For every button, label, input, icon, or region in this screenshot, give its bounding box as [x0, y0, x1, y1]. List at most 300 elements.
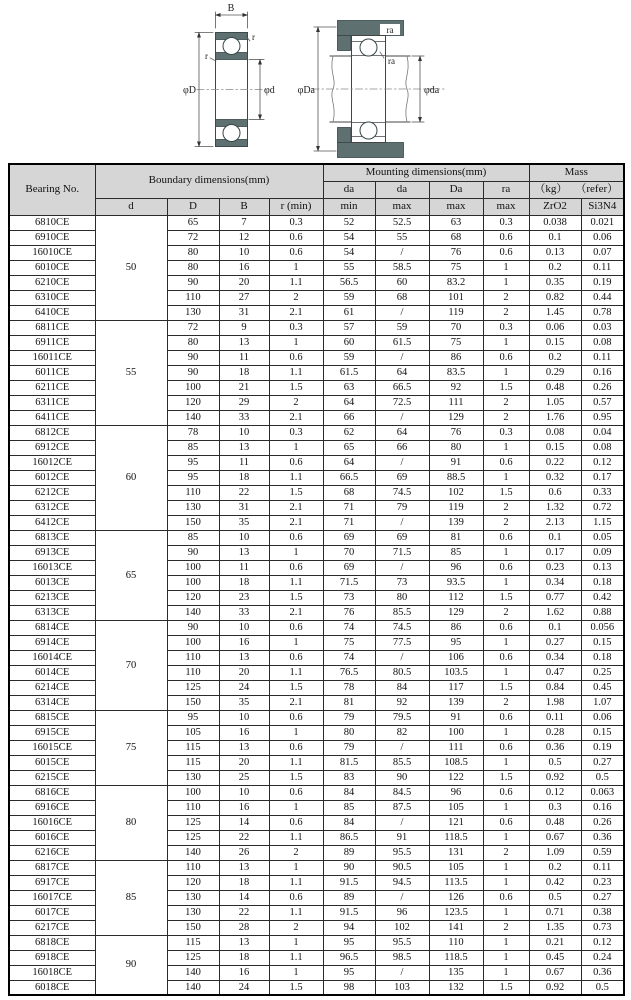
table-cell: 21 — [219, 380, 269, 395]
table-cell: 0.15 — [529, 440, 581, 455]
bearing-no-cell: 6812CE — [9, 425, 95, 440]
table-cell: 95 — [167, 710, 219, 725]
table-cell: 71 — [323, 500, 375, 515]
table-cell: 12 — [219, 230, 269, 245]
table-cell: 0.04 — [581, 425, 624, 440]
table-cell: 58.5 — [375, 260, 429, 275]
table-cell: 1 — [483, 470, 529, 485]
table-cell: 0.021 — [581, 215, 624, 230]
table-cell: 115 — [167, 935, 219, 950]
table-cell: 117 — [429, 680, 483, 695]
table-cell: 0.92 — [529, 980, 581, 995]
table-cell: 0.3 — [483, 425, 529, 440]
table-cell: 106 — [429, 650, 483, 665]
bore-diameter-group-cell: 90 — [95, 935, 167, 995]
table-cell: 0.08 — [581, 440, 624, 455]
table-row — [9, 785, 624, 800]
table-cell: 90 — [167, 545, 219, 560]
table-cell: 55 — [323, 260, 375, 275]
table-row — [9, 530, 624, 545]
table-cell: 26 — [219, 845, 269, 860]
bearing-no-cell: 6313CE — [9, 605, 95, 620]
table-cell: 78 — [323, 680, 375, 695]
table-cell: 75 — [323, 635, 375, 650]
table-cell: 0.6 — [483, 530, 529, 545]
table-cell: 52.5 — [375, 215, 429, 230]
table-cell: 119 — [429, 500, 483, 515]
table-cell: 125 — [167, 680, 219, 695]
table-cell: 1.45 — [529, 305, 581, 320]
table-cell: 68 — [429, 230, 483, 245]
table-cell: 95 — [323, 935, 375, 950]
table-cell: 0.18 — [581, 575, 624, 590]
table-cell: 62 — [323, 425, 375, 440]
table-cell: 52 — [323, 215, 375, 230]
table-cell: / — [375, 410, 429, 425]
table-cell: 0.19 — [581, 275, 624, 290]
table-cell: 1.5 — [483, 485, 529, 500]
table-cell: 90 — [167, 365, 219, 380]
table-cell: 98.5 — [375, 950, 429, 965]
table-cell: 0.15 — [529, 335, 581, 350]
header-B: B — [219, 198, 269, 215]
table-cell: 0.6 — [483, 620, 529, 635]
table-cell: 2 — [269, 290, 323, 305]
bearing-no-cell: 6912CE — [9, 440, 95, 455]
table-cell: 1 — [483, 755, 529, 770]
bore-diameter-group-cell: 60 — [95, 425, 167, 530]
table-cell: 1.5 — [269, 980, 323, 995]
spec-table-wrap — [8, 163, 623, 996]
table-cell: 1 — [483, 545, 529, 560]
table-cell: 0.15 — [581, 725, 624, 740]
header-r-min: r (min) — [269, 198, 323, 215]
bearing-no-cell: 6911CE — [9, 335, 95, 350]
table-row — [9, 425, 624, 440]
table-cell: 90 — [167, 275, 219, 290]
bearing-no-cell: 6314CE — [9, 695, 95, 710]
table-cell: 0.77 — [529, 590, 581, 605]
table-cell: 10 — [219, 245, 269, 260]
table-cell: 33 — [219, 410, 269, 425]
table-cell: 76.5 — [323, 665, 375, 680]
table-cell: 73 — [323, 590, 375, 605]
table-cell: 95 — [167, 470, 219, 485]
table-cell: 85 — [429, 545, 483, 560]
housing-bottom — [338, 143, 404, 158]
header-Da-group: Da — [429, 181, 483, 198]
table-cell: 76 — [429, 245, 483, 260]
table-cell: 121 — [429, 815, 483, 830]
table-cell: 90 — [167, 620, 219, 635]
table-cell: 20 — [219, 275, 269, 290]
table-cell: 71.5 — [375, 545, 429, 560]
table-cell: 87.5 — [375, 800, 429, 815]
table-cell: 0.05 — [581, 530, 624, 545]
table-cell: 103.5 — [429, 665, 483, 680]
table-cell: 13 — [219, 335, 269, 350]
table-cell: 80 — [323, 725, 375, 740]
table-cell: 0.11 — [581, 260, 624, 275]
table-cell: 105 — [429, 860, 483, 875]
table-cell: 1.15 — [581, 515, 624, 530]
table-cell: 0.5 — [581, 770, 624, 785]
table-cell: 1.09 — [529, 845, 581, 860]
bore-diameter-group-cell: 65 — [95, 530, 167, 620]
bearing-no-cell: 6018CE — [9, 980, 95, 995]
table-cell: 2 — [483, 410, 529, 425]
table-cell: 0.6 — [483, 245, 529, 260]
bearing-no-cell: 6214CE — [9, 680, 95, 695]
table-cell: 69 — [375, 530, 429, 545]
table-cell: 130 — [167, 890, 219, 905]
table-cell: 2.1 — [269, 410, 323, 425]
table-cell: 125 — [167, 815, 219, 830]
table-cell: 85 — [167, 440, 219, 455]
table-cell: 65 — [323, 440, 375, 455]
table-cell: 2 — [483, 605, 529, 620]
table-cell: 90 — [323, 860, 375, 875]
table-cell: 0.6 — [483, 890, 529, 905]
table-cell: 84 — [323, 785, 375, 800]
table-cell: 112 — [429, 590, 483, 605]
table-cell: 1.1 — [269, 275, 323, 290]
table-cell: 0.5 — [529, 755, 581, 770]
bearing-no-cell: 16012CE — [9, 455, 95, 470]
table-cell: 10 — [219, 710, 269, 725]
table-cell: 22 — [219, 485, 269, 500]
table-cell: 13 — [219, 650, 269, 665]
table-cell: 16 — [219, 260, 269, 275]
table-cell: / — [375, 245, 429, 260]
table-cell: / — [375, 515, 429, 530]
table-cell: 2.1 — [269, 515, 323, 530]
table-cell: 1 — [269, 635, 323, 650]
table-cell: 2 — [483, 515, 529, 530]
table-cell: 0.06 — [581, 230, 624, 245]
table-cell: 1 — [483, 875, 529, 890]
table-cell: 0.6 — [269, 245, 323, 260]
table-cell: 139 — [429, 695, 483, 710]
table-cell: 91 — [375, 830, 429, 845]
bearing-no-cell: 6017CE — [9, 905, 95, 920]
table-cell: 54 — [323, 230, 375, 245]
mass-kg-label: （kg） — [534, 182, 568, 195]
bearing-no-cell: 6918CE — [9, 950, 95, 965]
table-cell: 59 — [375, 320, 429, 335]
bearing-no-cell: 6216CE — [9, 845, 95, 860]
table-cell: 0.3 — [483, 215, 529, 230]
table-cell: 0.45 — [581, 680, 624, 695]
table-cell: 18 — [219, 950, 269, 965]
bearing-no-cell: 16010CE — [9, 245, 95, 260]
table-cell: 0.6 — [483, 740, 529, 755]
table-cell: 96 — [429, 785, 483, 800]
table-cell: 96 — [375, 905, 429, 920]
table-cell: 84.5 — [375, 785, 429, 800]
dimension-label-phiD: φD — [183, 85, 196, 96]
table-cell: 2.13 — [529, 515, 581, 530]
table-cell: 0.11 — [529, 710, 581, 725]
header-da-max-group: da — [375, 181, 429, 198]
table-cell: / — [375, 890, 429, 905]
table-cell: 60 — [375, 275, 429, 290]
bearing-no-cell: 6818CE — [9, 935, 95, 950]
bearing-diagram-svg — [0, 0, 631, 163]
table-cell: 59 — [323, 290, 375, 305]
table-cell: 0.6 — [483, 455, 529, 470]
table-cell: 0.38 — [581, 905, 624, 920]
table-cell: / — [375, 560, 429, 575]
table-cell: / — [375, 815, 429, 830]
table-cell: / — [375, 350, 429, 365]
bore-diameter-group-cell: 80 — [95, 785, 167, 860]
table-cell: 91.5 — [323, 905, 375, 920]
table-cell: 0.23 — [529, 560, 581, 575]
table-cell: 0.78 — [581, 305, 624, 320]
header-bearing-no: Bearing No. — [9, 164, 95, 215]
table-cell: 0.07 — [581, 245, 624, 260]
table-cell: 1.76 — [529, 410, 581, 425]
bearing-no-cell: 6811CE — [9, 320, 95, 335]
bearing-no-cell: 6910CE — [9, 230, 95, 245]
table-cell: 63 — [323, 380, 375, 395]
table-cell: 130 — [167, 500, 219, 515]
table-cell: 64 — [375, 365, 429, 380]
table-cell: 113.5 — [429, 875, 483, 890]
table-row — [9, 215, 624, 230]
bearing-no-cell: 16013CE — [9, 560, 95, 575]
table-cell: 86.5 — [323, 830, 375, 845]
table-cell: 80 — [167, 335, 219, 350]
bearing-no-cell: 6412CE — [9, 515, 95, 530]
table-cell: 69 — [375, 470, 429, 485]
table-row — [9, 710, 624, 725]
table-cell: 81 — [323, 695, 375, 710]
bearing-no-cell: 6310CE — [9, 290, 95, 305]
table-cell: 11 — [219, 560, 269, 575]
table-cell: 0.06 — [529, 320, 581, 335]
table-cell: 92 — [375, 695, 429, 710]
table-cell: 85.5 — [375, 605, 429, 620]
table-cell: 16 — [219, 800, 269, 815]
bearing-no-cell: 6411CE — [9, 410, 95, 425]
table-cell: 126 — [429, 890, 483, 905]
table-cell: 96.5 — [323, 950, 375, 965]
table-cell: 0.5 — [581, 980, 624, 995]
table-cell: / — [375, 455, 429, 470]
table-cell: 105 — [167, 725, 219, 740]
table-cell: 27 — [219, 290, 269, 305]
table-cell: 1.1 — [269, 830, 323, 845]
table-cell: 1 — [483, 830, 529, 845]
bore-diameter-group-cell: 70 — [95, 620, 167, 710]
header-max-1: max — [375, 198, 429, 215]
table-cell: 70 — [323, 545, 375, 560]
table-cell: 0.17 — [581, 470, 624, 485]
table-cell: 0.33 — [581, 485, 624, 500]
table-cell: 76 — [429, 425, 483, 440]
table-cell: 130 — [167, 905, 219, 920]
table-cell: 110 — [429, 935, 483, 950]
table-cell: 31 — [219, 305, 269, 320]
header-D: D — [167, 198, 219, 215]
table-cell: 61.5 — [375, 335, 429, 350]
table-cell: 14 — [219, 890, 269, 905]
bearing-no-cell: 6814CE — [9, 620, 95, 635]
table-cell: 85 — [323, 800, 375, 815]
table-cell: 71.5 — [323, 575, 375, 590]
table-cell: 2 — [483, 305, 529, 320]
table-cell: 110 — [167, 860, 219, 875]
table-cell: 0.6 — [269, 230, 323, 245]
table-cell: 70 — [429, 320, 483, 335]
table-cell: 0.6 — [483, 560, 529, 575]
table-cell: 132 — [429, 980, 483, 995]
table-cell: 2 — [483, 395, 529, 410]
table-cell: / — [375, 650, 429, 665]
table-cell: 63 — [429, 215, 483, 230]
table-cell: 1 — [269, 800, 323, 815]
table-cell: 1.1 — [269, 365, 323, 380]
table-cell: 95.5 — [375, 845, 429, 860]
table-cell: 1.1 — [269, 665, 323, 680]
table-cell: 95 — [323, 965, 375, 980]
table-cell: 61.5 — [323, 365, 375, 380]
bearing-no-cell: 16017CE — [9, 890, 95, 905]
table-cell: 108.5 — [429, 755, 483, 770]
table-cell: 1 — [483, 275, 529, 290]
table-cell: 130 — [167, 770, 219, 785]
table-cell: 1 — [483, 335, 529, 350]
table-cell: 1.5 — [483, 380, 529, 395]
header-da-min-group: da — [323, 181, 375, 198]
table-cell: 1 — [483, 440, 529, 455]
table-cell: 10 — [219, 620, 269, 635]
table-cell: 55 — [375, 230, 429, 245]
table-cell: 72 — [167, 230, 219, 245]
table-cell: 1.1 — [269, 470, 323, 485]
table-cell: 83.5 — [429, 365, 483, 380]
table-cell: / — [375, 305, 429, 320]
table-cell: 80 — [429, 440, 483, 455]
table-cell: 18 — [219, 875, 269, 890]
table-cell: 1 — [269, 335, 323, 350]
table-cell: 85 — [167, 530, 219, 545]
header-max-3: max — [483, 198, 529, 215]
table-cell: 0.6 — [269, 650, 323, 665]
bearing-no-cell: 6011CE — [9, 365, 95, 380]
table-cell: 0.11 — [581, 350, 624, 365]
table-cell: 1.07 — [581, 695, 624, 710]
table-cell: 57 — [323, 320, 375, 335]
table-cell: 1 — [483, 260, 529, 275]
table-cell: 2 — [483, 290, 529, 305]
table-cell: 23 — [219, 590, 269, 605]
table-cell: 135 — [429, 965, 483, 980]
bearing-no-cell: 16011CE — [9, 350, 95, 365]
table-cell: 22 — [219, 905, 269, 920]
table-cell: 14 — [219, 815, 269, 830]
table-cell: 2 — [269, 395, 323, 410]
table-cell: 86 — [429, 350, 483, 365]
table-cell: 1.1 — [269, 905, 323, 920]
table-cell: 0.6 — [269, 530, 323, 545]
table-cell: 100 — [167, 575, 219, 590]
table-cell: 0.29 — [529, 365, 581, 380]
table-cell: 86 — [429, 620, 483, 635]
table-cell: 0.6 — [269, 785, 323, 800]
table-cell: 100 — [167, 380, 219, 395]
table-cell: 69 — [323, 530, 375, 545]
ball-bottom — [223, 125, 240, 142]
table-cell: 1.1 — [269, 755, 323, 770]
table-cell: 1 — [483, 800, 529, 815]
table-cell: 2 — [483, 845, 529, 860]
table-cell: 1 — [269, 860, 323, 875]
table-cell: 0.95 — [581, 410, 624, 425]
table-cell: 129 — [429, 605, 483, 620]
table-cell: 0.16 — [581, 800, 624, 815]
table-cell: 0.45 — [529, 950, 581, 965]
dimension-label-B: B — [227, 3, 235, 14]
table-cell: 0.72 — [581, 500, 624, 515]
table-cell: 0.18 — [581, 650, 624, 665]
table-cell: 91 — [429, 710, 483, 725]
table-cell: 110 — [167, 650, 219, 665]
table-cell: 0.92 — [529, 770, 581, 785]
table-cell: 72 — [167, 320, 219, 335]
table-cell: 80 — [167, 245, 219, 260]
table-cell: 1.1 — [269, 875, 323, 890]
table-cell: 1 — [483, 365, 529, 380]
table-cell: 0.2 — [529, 350, 581, 365]
table-cell: 74.5 — [375, 620, 429, 635]
bearing-no-cell: 6217CE — [9, 920, 95, 935]
table-cell: 0.5 — [529, 890, 581, 905]
table-cell: 74 — [323, 650, 375, 665]
table-cell: 88.5 — [429, 470, 483, 485]
table-cell: 0.11 — [581, 860, 624, 875]
table-cell: 120 — [167, 875, 219, 890]
table-cell: 75 — [429, 335, 483, 350]
table-cell: 1.32 — [529, 500, 581, 515]
table-cell: 0.44 — [581, 290, 624, 305]
table-cell: 118.5 — [429, 950, 483, 965]
table-cell: 2.1 — [269, 605, 323, 620]
table-cell: 79 — [323, 740, 375, 755]
table-cell: 2 — [483, 695, 529, 710]
table-cell: 0.26 — [581, 815, 624, 830]
table-cell: 100 — [167, 785, 219, 800]
table-cell: 0.88 — [581, 605, 624, 620]
table-cell: 1.05 — [529, 395, 581, 410]
dimension-label-phiDa: φDa — [297, 85, 315, 96]
table-cell: 0.32 — [529, 470, 581, 485]
table-cell: 1 — [269, 260, 323, 275]
table-cell: 125 — [167, 950, 219, 965]
table-cell: 0.59 — [581, 845, 624, 860]
table-cell: 98 — [323, 980, 375, 995]
fillet-label-ra-top: ra — [386, 25, 394, 35]
table-cell: 0.67 — [529, 830, 581, 845]
bearing-no-cell: 6312CE — [9, 500, 95, 515]
table-cell: 0.1 — [529, 620, 581, 635]
table-row — [9, 620, 624, 635]
table-cell: 1 — [269, 440, 323, 455]
table-cell: 66.5 — [323, 470, 375, 485]
table-cell: 0.6 — [529, 485, 581, 500]
